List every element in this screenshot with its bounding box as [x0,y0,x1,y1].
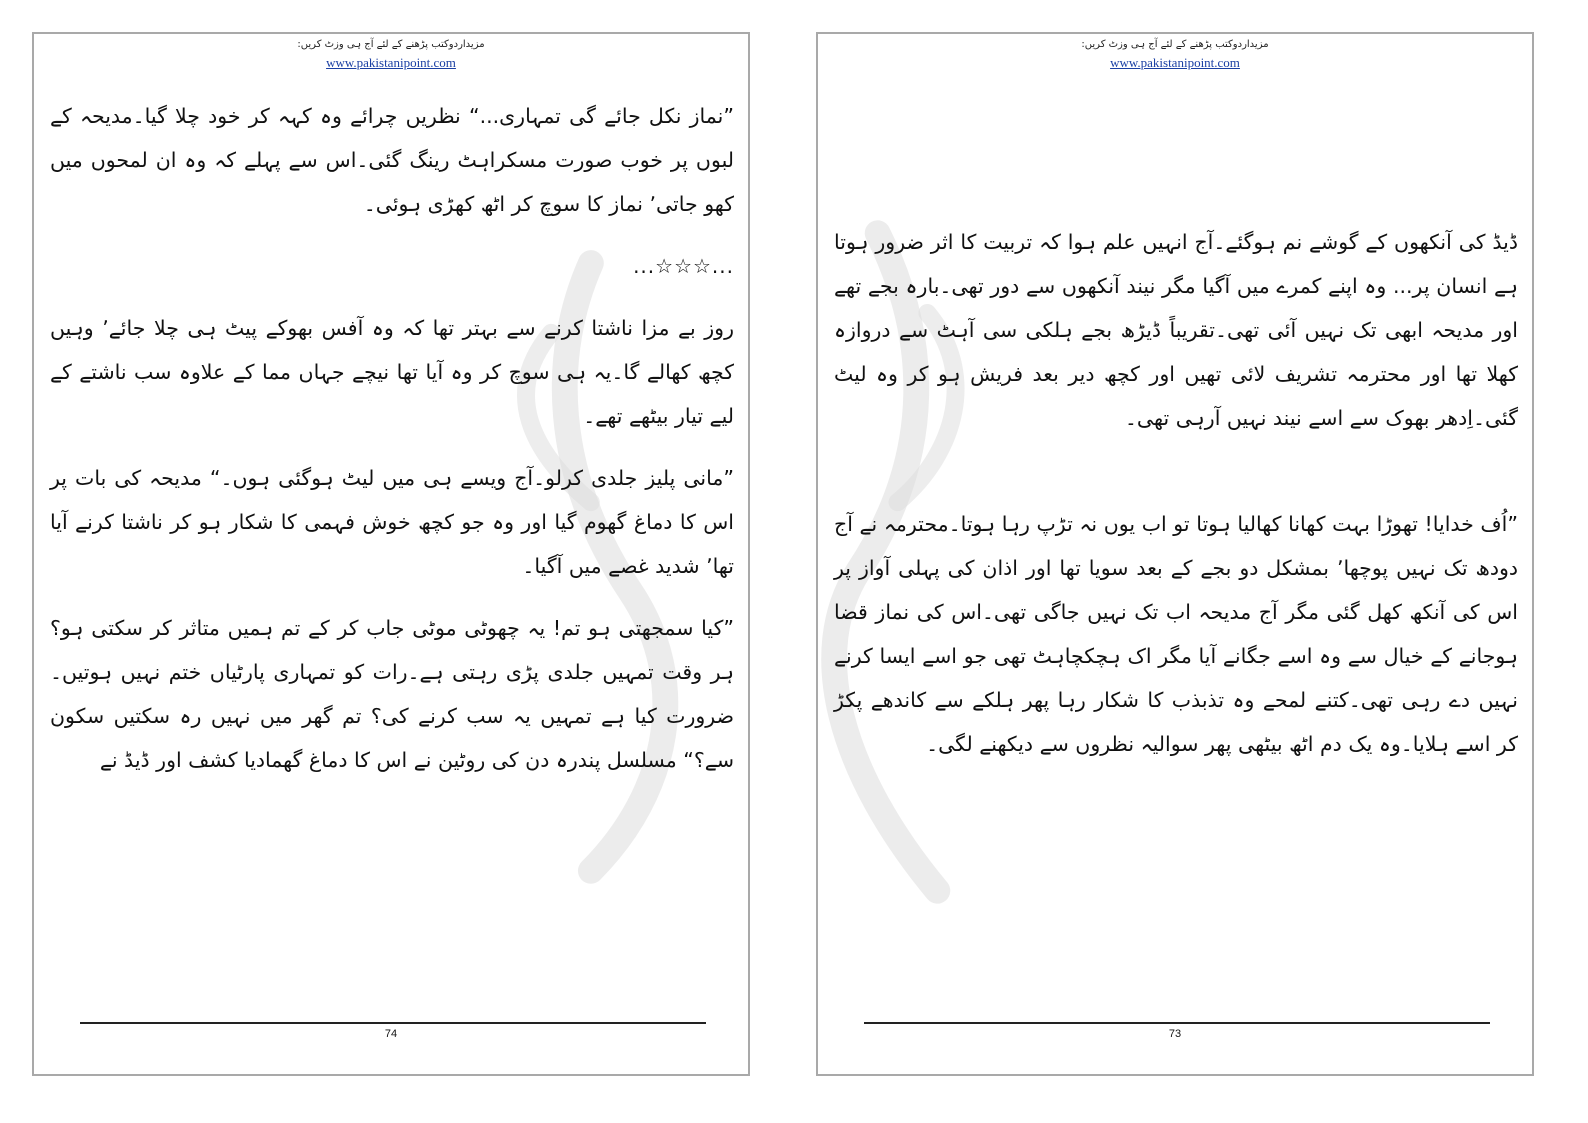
right-paragraph-2: ”اُف خدایا! تھوڑا بہت کھانا کھالیا ہوتا تو اب یوں نہ تڑپ رہا ہوتا۔محترمہ نے آج دودھ تک نہیں پوچھا٬ بمشکل دو بجے کے بعد سویا تھا اور اذان کی پہلی آواز پر اس کی آنکھ کھل گئی مگر آج مدیحہ اب تک نہیں جاگی تھی۔اس کی نماز قضا ہوجانے کے خیال سے وہ اسے جگانے آیا مگر اک ہچکچاہٹ تھی جو اسے ایسا کرنے نہیں دے رہی تھی۔کتنے لمحے وہ تذبذب کا شکار رہا پھر ہلکے سے کاندھے پکڑ کر اسے ہلایا۔وہ یک دم اٹھ بیٹھی پھر سوالیہ نظروں سے دیکھنے لگی۔ [834,512,1519,756]
left-paragraph-1: ”نماز نکل جائے گی تمہاری...“ نظریں چرائے وہ کہہ کر خود چلا گیا۔مدیحہ کے لبوں پر خوب صورت مسکراہٹ رینگ گئی۔اس سے پہلے کہ وہ ان لمحوں میں کھو جاتی٬ نماز کا سوچ کر اٹھ کھڑی ہوئی۔ [50,104,734,216]
section-divider-stars: ...☆☆☆... [633,254,734,278]
right-paragraph-1: ڈیڈ کی آنکھوں کے گوشے نم ہوگئے۔آج انہیں علم ہوا کہ تربیت کا اثر ضرور ہوتا ہے انسان پر... وہ اپنے کمرے میں آگیا مگر نیند آنکھوں سے دور تھی۔بارہ بجے تھے اور مدیحہ ابھی تک نہیں آئی تھی۔تقریباً ڈیڑھ بجے ہلکی سی آہٹ سے دروازہ کھلا تھا اور محترمہ تشریف لائی تھیں اور کچھ دیر بعد فریش ہو کر وہ لیٹ گئی۔اِدھر بھوک سے اسے نیند نہیں آرہی تھی۔ [834,230,1518,430]
right-footer-divider [864,1022,1490,1024]
left-page [32,32,750,1076]
right-page-body [834,220,1518,784]
left-footer-divider [80,1022,706,1024]
right-header-note: مزیداردوکتب پڑھنے کے لئے آج ہی وزٹ کریں: [1081,39,1269,50]
left-page-body [50,94,734,800]
left-page-number: 74 [384,1028,398,1040]
right-page-number: 73 [1168,1028,1182,1040]
left-header-note: مزیداردوکتب پڑھنے کے لئے آج ہی وزٹ کریں: [297,39,485,50]
left-paragraph-2: روز بے مزا ناشتا کرنے سے بہتر تھا کہ وہ آفس بھوکے پیٹ ہی چلا جائے٬ وہیں کچھ کھالے گا۔یہ ہی سوچ کر وہ آیا تھا نیچے جہاں مما کے علاوہ سب ناشتے کے لیے تیار بیٹھے تھے۔ [50,316,734,428]
left-paragraph-4: ”کیا سمجھتی ہو تم! یہ چھوٹی موٹی جاب کر کے تم ہمیں متاثر کر سکتی ہو؟ ہر وقت تمہیں جلدی پڑی رہتی ہے۔رات کو تمہاری پارٹیاں ختم نہیں ہوتیں۔ ضرورت کیا ہے تمہیں یہ سب کرنے کی؟ تم گھر میں نہیں رہ سکتیں سکون سے؟“ مسلسل پندرہ دن کی روٹین نے اس کا دماغ گھمادیا کشف اور ڈیڈ نے [50,616,734,772]
left-page-header [34,38,748,72]
left-paragraph-3: ”مانی پلیز جلدی کرلو۔آج ویسے ہی میں لیٹ ہوگئی ہوں۔“ مدیحہ کی بات پر اس کا دماغ گھوم گیا اور وہ جو کچھ خوش فہمی کا شکار ہو کر ناشتا کرنے آیا تھا٬ شدید غصے میں آگیا۔ [50,466,734,578]
left-header-link[interactable]: www.pakistanipoint.com [326,55,456,70]
right-header-link[interactable]: www.pakistanipoint.com [1110,55,1240,70]
right-page-header [818,38,1532,72]
right-page [816,32,1534,1076]
